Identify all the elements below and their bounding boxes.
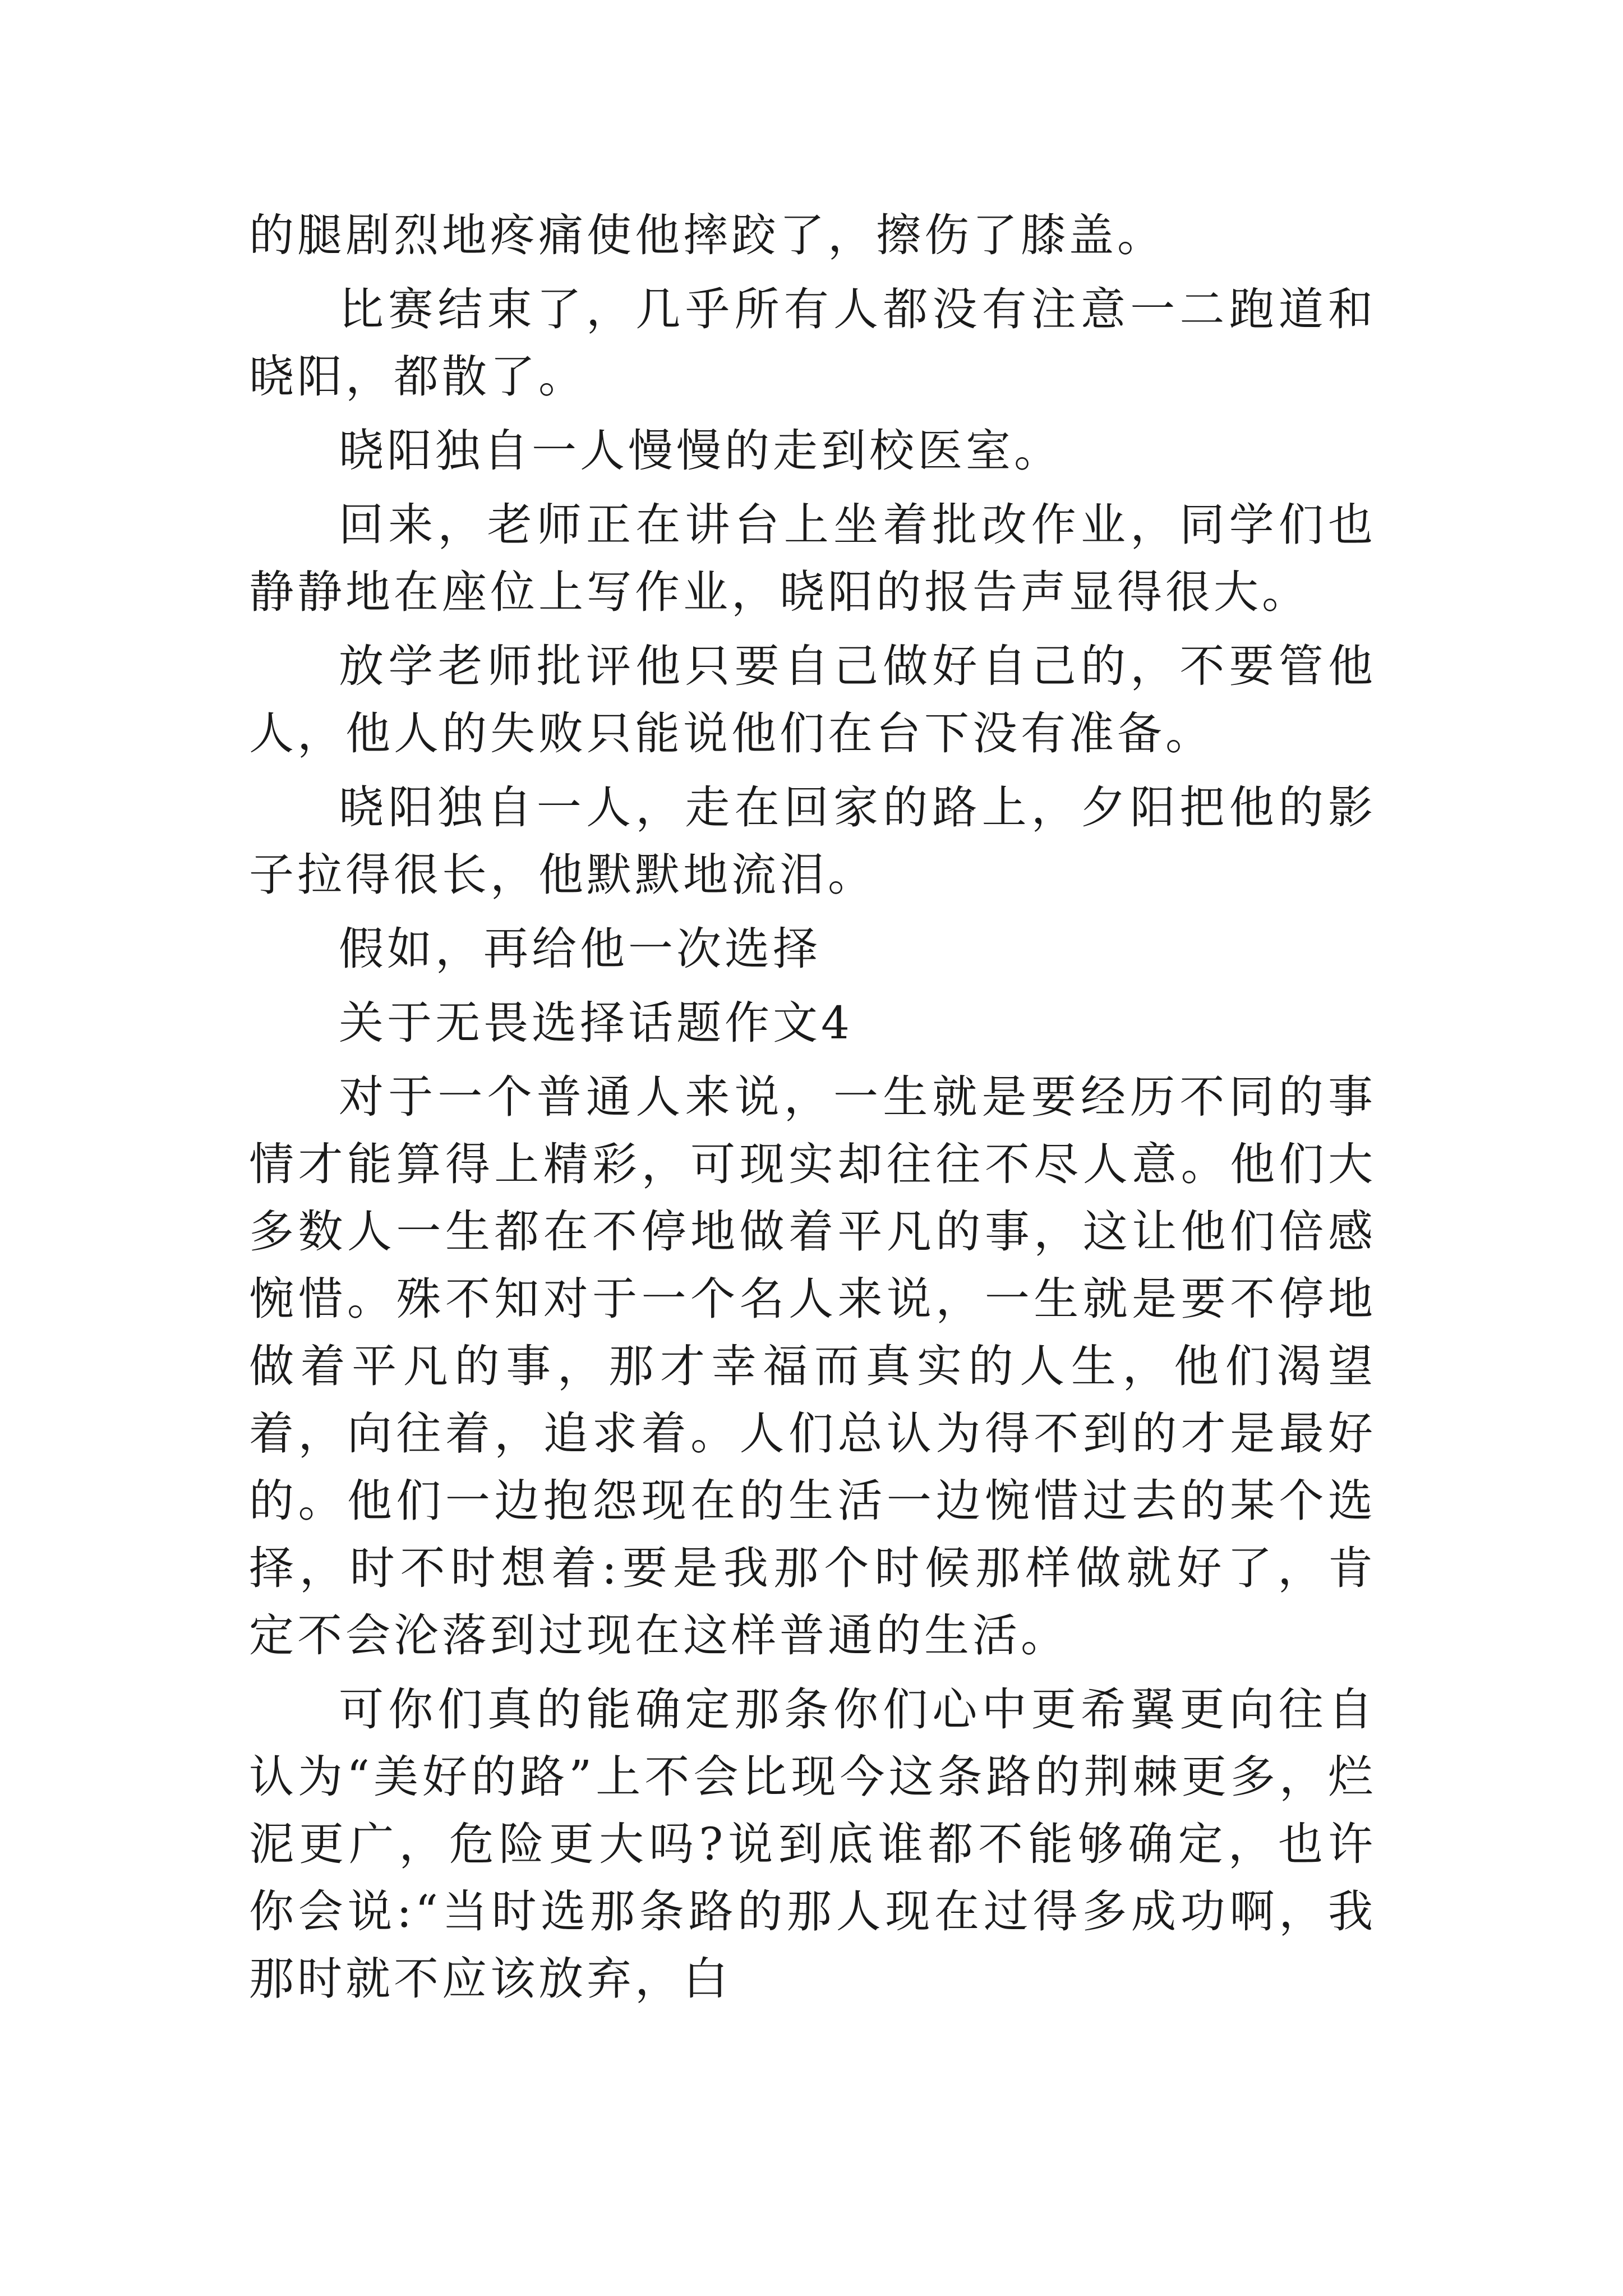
paragraph-3: 晓阳独自一人慢慢的走到校医室。 [339, 425, 1062, 477]
paragraph-1: 的腿剧烈地疼痛使他摔跤了，擦伤了膝盖。 [249, 209, 1165, 261]
section-heading: 关于无畏选择话题作文4 [339, 997, 853, 1049]
paragraph-9: 对于一个普通人来说，一生就是要经历不同的事情才能算得上精彩，可现实却往往不尽人意。他们大多数人一生都在不停地做着平凡的事，这让他们倍感惋惜。殊不知对于一个名人来说，一生就是要不停地做着平凡的事，那才幸福而真实的人生，他们渴望着，向往着，追求着。人们总认为得不到的才是最好的。他们一边抱怨现在的生活一边惋惜过去的某个选择，时不时想着:要是我那个时候那样做就好了，肯定不会沦落到过现在这样普通的生活。 [249, 1071, 1376, 1662]
paragraph-4: 回来，老师正在讲台上坐着批改作业，同学们也静静地在座位上写作业，晓阳的报告声显得很大。 [249, 499, 1376, 618]
paragraph-2: 比赛结束了，几乎所有人都没有注意一二跑道和晓阳，都散了。 [249, 283, 1376, 403]
paragraph-5: 放学老师批评他只要自己做好自己的，不要管他人，他人的失败只能说他们在台下没有准备。 [249, 640, 1376, 760]
paragraph-10: 可你们真的能确定那条你们心中更希翼更向往自认为“美好的路”上不会比现今这条路的荆棘更多，烂泥更广，危险更大吗?说到底谁都不能够确定，也许你会说:“当时选那条路的那人现在过得多成功啊，我那时就不应该放弃，白 [249, 1683, 1376, 2005]
document-body [249, 202, 1376, 2019]
paragraph-6: 晓阳独自一人，走在回家的路上，夕阳把他的影子拉得很长，他默默地流泪。 [249, 781, 1376, 901]
paragraph-7: 假如，再给他一次选择 [339, 923, 821, 975]
